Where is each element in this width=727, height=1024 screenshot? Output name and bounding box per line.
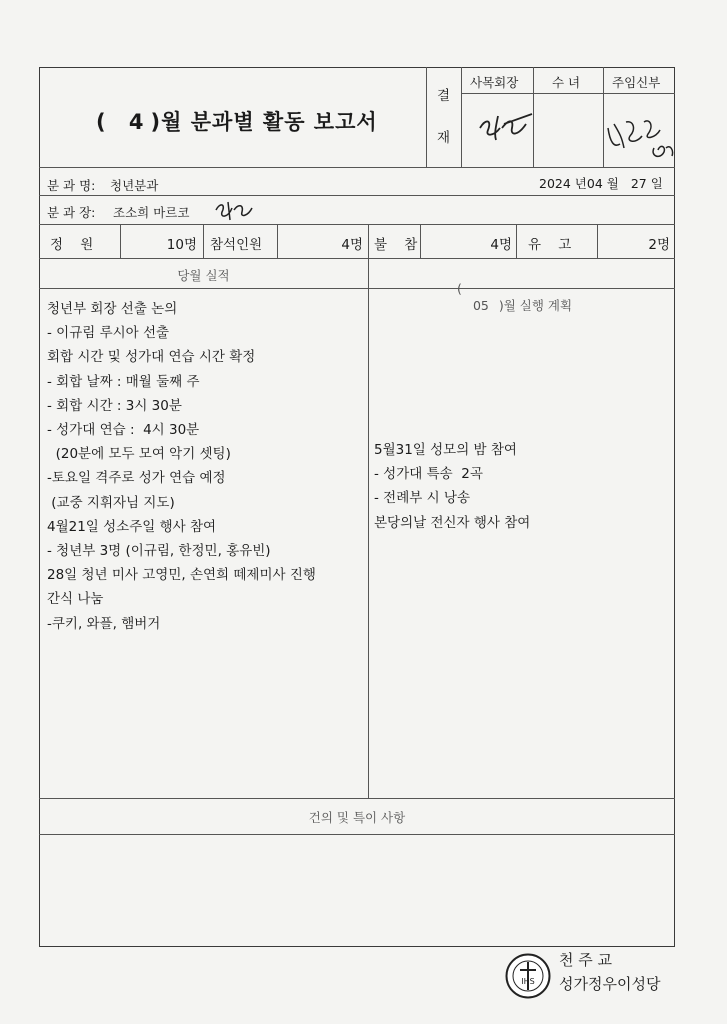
head-value: 조소희 마르코 [113,205,190,220]
plan-line: - 전례부 시 낭송 [374,490,470,507]
head-label: 분 과 장: [47,205,96,220]
achievement-line: -쿠키, 와플, 햄버거 [47,615,161,632]
achievement-line: 청년부 회장 선출 논의 [47,301,178,317]
achievement-line: - 회합 날짜 : 매월 둘째 주 [47,373,200,390]
dept-value: 청년분과 [110,178,159,193]
excused-value: 2명 [648,237,670,253]
date-day-unit: 일 [650,176,663,191]
plan-line: - 성가대 특송 2곡 [374,466,483,483]
achievement-line: - 이규림 루시아 선출 [47,325,170,342]
achievement-line: 4월21일 성소주일 행사 참여 [47,518,217,535]
report-title [96,106,378,136]
achievements-list [47,297,316,636]
svg-text:IHS: IHS [521,977,535,986]
absent-value: 4명 [490,237,512,253]
plan-header [449,266,572,314]
attend-value: 4명 [341,237,363,253]
achievement-line: 간식 나눔 [47,591,104,608]
plan-header-rest: )월 실행 계획 [498,298,573,313]
absent-label: 불 참 [374,237,418,253]
dept-label: 분 과 명: [47,178,96,193]
attend-label: 참석인원 [210,237,263,253]
report-month: 4 [128,110,145,134]
achievement-line: - 청년부 3명 (이규림, 한정민, 홍유빈) [47,543,271,560]
achievement-line: (20분에 모두 모여 악기 셋팅) [47,446,231,463]
plan-line: 5월31일 성모의 밤 참여 [374,442,517,458]
plan-paren-open: ( [456,281,462,296]
suggestions-header: 건의 및 특이 사항 [308,810,406,825]
signature-head [212,196,254,222]
report-date [539,174,663,192]
suggestions-body [40,835,674,945]
date-year: 2024 [539,176,571,191]
achievements-header: 당월 실적 [177,268,230,283]
approver-pastor: 주임신부 [612,75,661,90]
title-rest: )월 분과별 활동 보고서 [150,110,378,134]
achievement-line: -토요일 격주로 성가 연습 예정 [47,470,226,487]
signature-chair [474,106,536,146]
date-month: 04 [586,176,603,191]
achievement-line: 28일 청년 미사 고영민, 손연희 떼제미사 진행 [47,567,316,584]
footer-church-name: 성가정우이성당 [559,975,661,993]
date-day: 27 [630,176,647,191]
date-month-unit: 월 [606,176,619,191]
quota-label: 정 원 [50,237,94,253]
plan-line: 본당의날 전신자 행사 참여 [374,514,531,531]
plan-list [374,438,530,535]
approval-label-2: 재 [437,130,451,146]
parish-seal-icon [505,953,551,999]
approval-label-1: 결 [437,88,451,104]
achievement-line: - 성가대 연습 : 4시 30분 [47,422,200,439]
excused-label: 유 고 [528,237,572,253]
achievement-line: (교중 지휘자님 지도) [47,494,175,511]
date-year-unit: 년 [574,176,587,191]
footer-church-type: 천 주 교 [559,951,613,969]
title-paren-open: ( [96,110,107,134]
plan-month: 05 [472,298,489,313]
approver-sister: 수 녀 [552,75,581,90]
approver-pastoral-chair: 사목회장 [470,75,519,90]
achievement-line: - 회합 시간 : 3시 30분 [47,397,182,414]
signature-pastor [604,108,680,166]
quota-value: 10명 [166,237,197,253]
achievement-line: 회합 시간 및 성가대 연습 시간 확정 [47,349,256,366]
